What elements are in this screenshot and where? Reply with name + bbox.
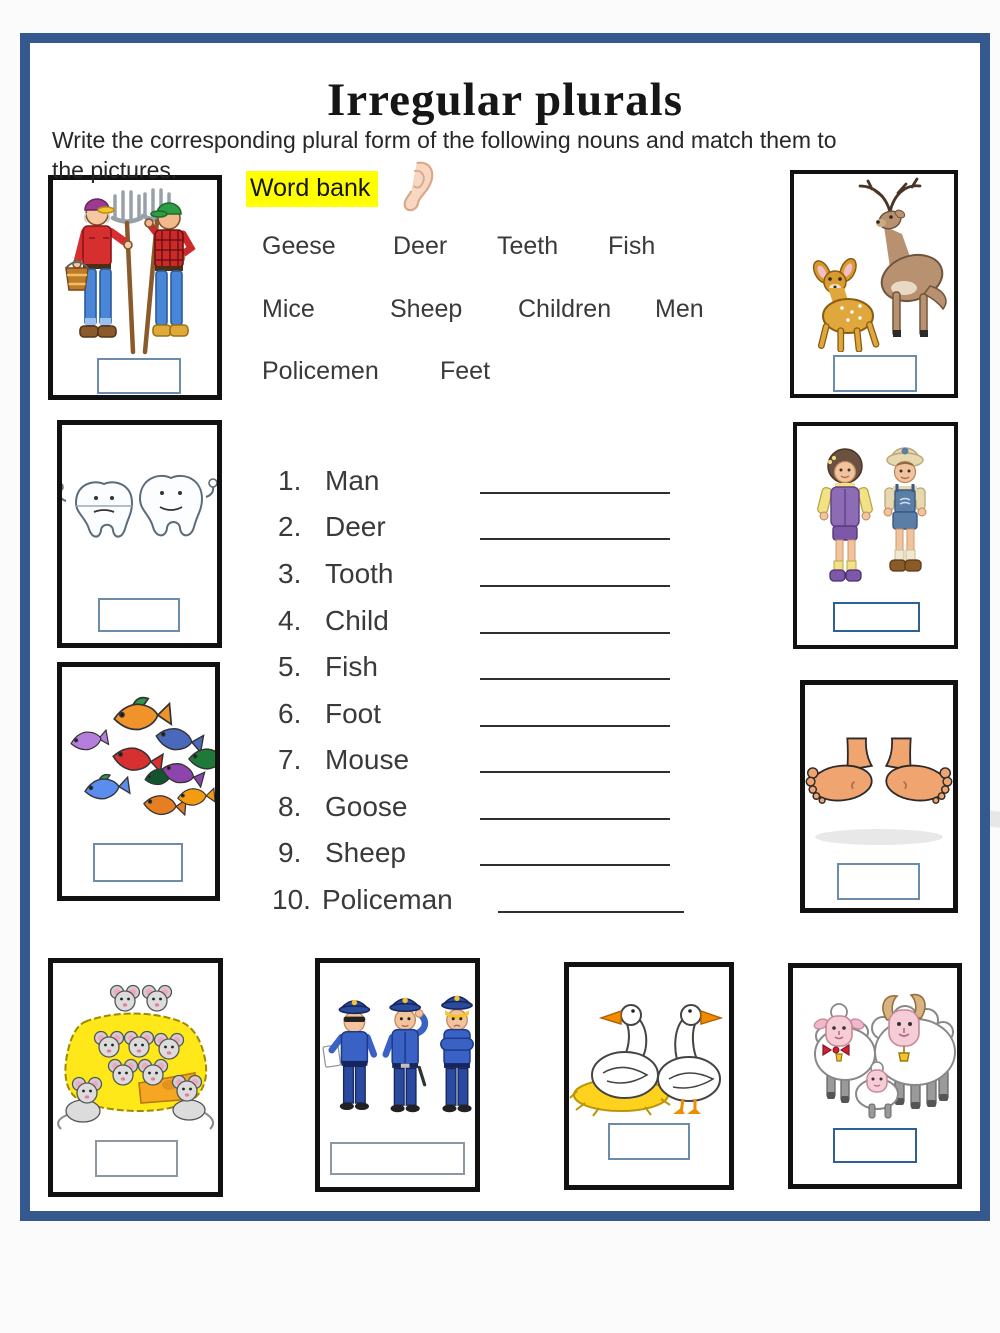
question-number: 9.	[278, 837, 302, 868]
teeth-image	[62, 425, 217, 595]
word-bank-word: Teeth	[497, 232, 559, 260]
page-title: Irregular plurals	[326, 74, 684, 127]
answer-input-fish[interactable]	[93, 843, 183, 882]
word-bank-word: Children	[518, 295, 612, 323]
fish-image	[62, 667, 215, 839]
question-row	[278, 555, 670, 590]
picture-box-deer	[790, 170, 958, 398]
question-blank-4[interactable]	[480, 602, 670, 634]
policemen-image	[320, 963, 475, 1139]
question-blank-3[interactable]	[480, 555, 670, 587]
question-word: Fish	[325, 651, 378, 682]
answer-input-feet[interactable]	[837, 863, 920, 900]
question-row	[278, 741, 670, 776]
picture-box-teeth	[57, 420, 222, 648]
answer-input-policemen[interactable]	[330, 1142, 465, 1175]
question-row	[278, 788, 670, 823]
picture-box-geese	[564, 962, 734, 1190]
question-row	[278, 462, 670, 497]
picture-box-men	[48, 175, 222, 400]
word-bank-word: Men	[655, 295, 704, 323]
answer-input-sheep[interactable]	[833, 1128, 917, 1163]
question-row	[278, 602, 670, 637]
feet-image	[805, 685, 953, 859]
answer-input-teeth[interactable]	[98, 598, 180, 632]
question-blank-5[interactable]	[480, 648, 670, 680]
word-bank-highlight: Word bank	[246, 171, 378, 207]
ear-icon	[398, 158, 438, 216]
answer-input-children[interactable]	[833, 602, 920, 632]
question-number: 5.	[278, 651, 302, 682]
question-row	[278, 834, 670, 869]
farmers-image	[53, 180, 217, 356]
mice-image	[53, 963, 218, 1137]
question-number: 6.	[278, 698, 302, 729]
question-blank-1[interactable]	[480, 462, 670, 494]
word-bank-word: Fish	[608, 232, 656, 260]
picture-box-sheep	[788, 963, 962, 1189]
picture-box-mice	[48, 958, 223, 1197]
question-blank-2[interactable]	[480, 508, 670, 540]
question-word: Goose	[325, 791, 408, 822]
word-bank-label	[246, 174, 378, 203]
word-bank-word: Mice	[262, 295, 315, 323]
picture-box-children	[793, 422, 958, 649]
answer-input-men[interactable]	[97, 358, 181, 394]
instructions: Write the corresponding plural form of the following nouns and match them to the pictures.	[52, 127, 837, 184]
word-bank-word: Policemen	[262, 357, 379, 385]
picture-box-feet	[800, 680, 958, 913]
question-word: Man	[325, 465, 380, 496]
question-row	[272, 881, 684, 916]
sheep-image	[793, 968, 957, 1124]
question-word: Mouse	[325, 744, 410, 775]
deer-image	[794, 174, 954, 352]
question-number: 8.	[278, 791, 302, 822]
picture-box-policemen	[315, 958, 480, 1192]
question-number: 7.	[278, 744, 302, 775]
question-word: Foot	[325, 698, 382, 729]
question-word: Child	[325, 605, 389, 636]
word-bank-word: Sheep	[390, 295, 463, 323]
word-bank-word: Deer	[393, 232, 448, 260]
question-number: 2.	[278, 511, 302, 542]
children-image	[797, 426, 954, 598]
geese-image	[569, 967, 729, 1119]
question-blank-10[interactable]	[498, 881, 684, 913]
question-number: 10.	[272, 884, 311, 915]
question-blank-6[interactable]	[480, 695, 670, 727]
question-number: 1.	[278, 465, 302, 496]
question-word: Policeman	[322, 884, 453, 915]
picture-box-fish	[57, 662, 220, 901]
question-row	[278, 508, 670, 543]
question-row	[278, 648, 670, 683]
question-row	[278, 695, 670, 730]
word-bank-word: Feet	[440, 357, 491, 385]
question-blank-8[interactable]	[480, 788, 670, 820]
answer-input-deer[interactable]	[833, 355, 917, 392]
question-number: 4.	[278, 605, 302, 636]
word-bank-word: Geese	[262, 232, 336, 260]
question-number: 3.	[278, 558, 302, 589]
question-word: Tooth	[325, 558, 394, 589]
question-blank-7[interactable]	[480, 741, 670, 773]
question-word: Sheep	[325, 837, 406, 868]
answer-input-mice[interactable]	[95, 1140, 178, 1177]
question-word: Deer	[325, 511, 386, 542]
question-blank-9[interactable]	[480, 834, 670, 866]
answer-input-geese[interactable]	[608, 1123, 690, 1160]
